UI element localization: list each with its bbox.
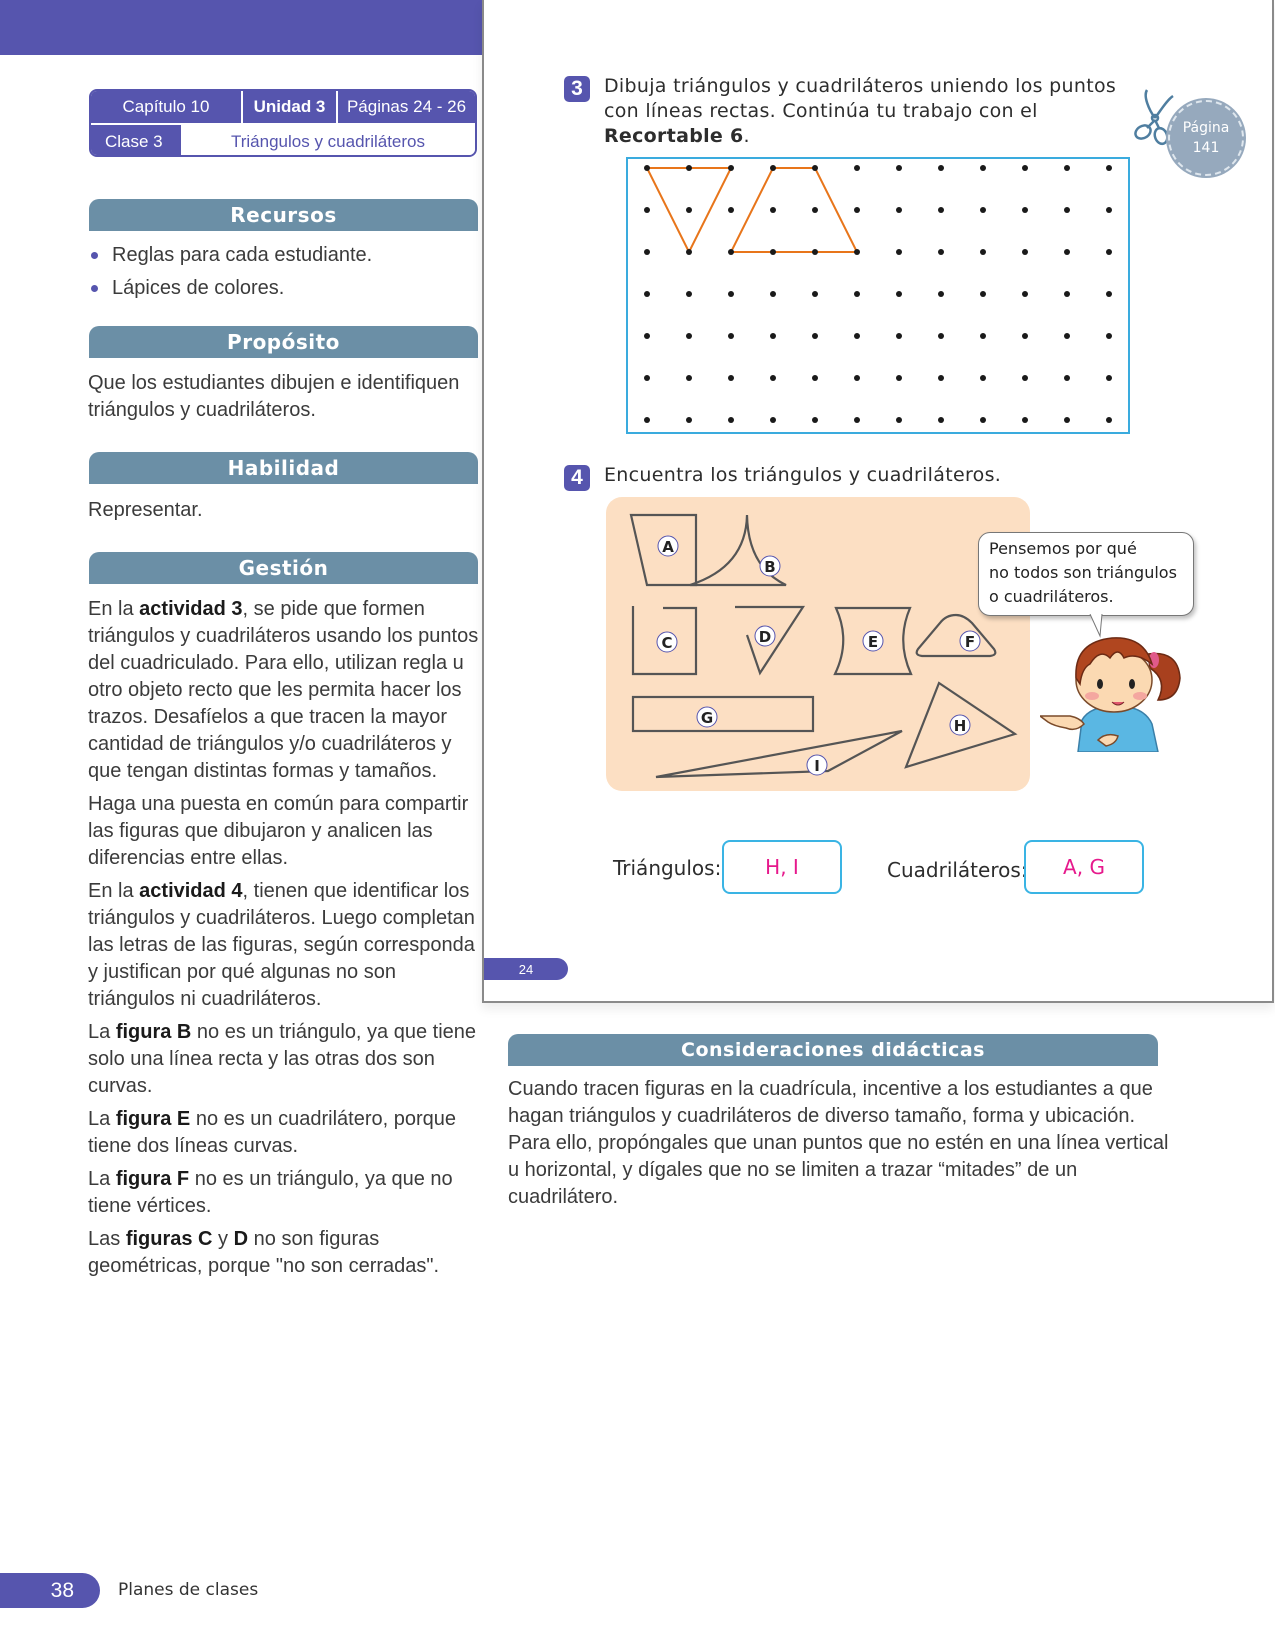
svg-text:D: D [758,628,772,646]
grid-dot[interactable] [770,249,776,255]
grid-dot[interactable] [896,165,902,171]
class-label: Clase 3 [91,125,181,157]
gestion-paragraph: Haga una puesta en común para compartir las figuras que dibujaron y analicen las diferencias entre ellas. [88,793,469,869]
recortable-page-stamp [1168,100,1244,176]
dot-grid[interactable] [626,157,1130,434]
gestion-content [88,596,480,1286]
grid-dot[interactable] [980,375,986,381]
label-c [657,632,677,652]
grid-dot[interactable] [728,291,734,297]
grid-dot[interactable] [980,207,986,213]
grid-dot[interactable] [770,375,776,381]
grid-dot[interactable] [1022,417,1028,423]
grid-dot[interactable] [896,417,902,423]
grid-dot[interactable] [854,333,860,339]
svg-text:C: C [661,634,673,652]
label-i [807,755,827,775]
grid-dot[interactable] [812,417,818,423]
grid-dot[interactable] [1106,291,1112,297]
grid-dot[interactable] [896,249,902,255]
recurso-item: Reglas para cada estudiante. [88,242,480,269]
svg-text:I: I [814,757,820,775]
unit-label: Unidad 3 [243,91,338,123]
grid-dot[interactable] [980,249,986,255]
proposito-text: Que los estudiantes dibujen e identifiquen triángulos y cuadriláteros. [88,372,460,421]
svg-text:A: A [662,538,674,556]
grid-dot[interactable] [1022,249,1028,255]
svg-text:G: G [700,709,714,727]
triangles-answer-field[interactable]: H, I [722,840,842,894]
grid-dot[interactable] [1064,165,1070,171]
top-color-band [0,0,482,55]
label-f [960,631,980,651]
consideraciones-text: Cuando tracen figuras en la cuadrícula, incentive a los estudiantes a que hagan triángulos y cuadriláteros de diverso tamaño, forma y ubicación. Para ello, propóngales que unan puntos que no estén en una línea vertical u horizontal, y dígales que no se limiten a trazar “mitades” de un cuadrilátero. [508,1078,1169,1208]
section-header-habilidad: Habilidad [89,452,478,484]
gestion-paragraph: La figura E no es un cuadrilátero, porque tiene dos líneas curvas. [88,1108,456,1157]
grid-dot[interactable] [770,333,776,339]
label-e [863,631,883,651]
label-d [755,626,775,646]
grid-dot[interactable] [770,291,776,297]
drawn-trapezoid [731,168,857,252]
grid-dot[interactable] [686,333,692,339]
gestion-paragraph: En la actividad 4, tienen que identificar los triángulos y cuadriláteros. Luego completan las letras de las figuras, según corresponda y justifican por qué algunas no son triángulos ni cuadriláteros. [88,880,475,1010]
grid-dot[interactable] [1022,375,1028,381]
grid-dot[interactable] [1106,165,1112,171]
lesson-info-box [89,89,477,157]
grid-dot[interactable] [686,249,692,255]
grid-dot[interactable] [1022,165,1028,171]
student-page-number: 24 [484,958,568,980]
grid-dot[interactable] [686,291,692,297]
svg-text:B: B [764,558,776,576]
grid-dot[interactable] [686,207,692,213]
grid-dot[interactable] [812,249,818,255]
section-header-recursos: Recursos [89,199,478,231]
gestion-paragraph: Las figuras C y D no son figuras geométricas, porque "no son cerradas". [88,1228,440,1277]
grid-dot[interactable] [644,375,650,381]
figure-i [656,731,902,777]
stamp-page-number: 141 [1192,140,1220,156]
grid-dot[interactable] [812,291,818,297]
activity-3-badge: 3 [564,76,590,102]
grid-dot[interactable] [1106,417,1112,423]
svg-text:F: F [964,633,976,651]
grid-dot[interactable] [1022,207,1028,213]
grid-dot[interactable] [770,165,776,171]
grid-dot[interactable] [686,417,692,423]
section-header-proposito: Propósito [89,326,478,358]
grid-dot[interactable] [812,375,818,381]
grid-dot[interactable] [728,249,734,255]
grid-dot[interactable] [644,333,650,339]
bubble-line: o cuadriláteros. [989,587,1114,606]
gestion-paragraph: La figura B no es un triángulo, ya que tiene solo una línea recta y las otras dos son curvas. [88,1021,477,1097]
grid-dot[interactable] [686,165,692,171]
grid-dot[interactable] [896,375,902,381]
grid-dot[interactable] [728,207,734,213]
grid-dot[interactable] [854,165,860,171]
grid-dot[interactable] [686,375,692,381]
grid-dot[interactable] [1106,333,1112,339]
grid-dot[interactable] [1064,291,1070,297]
recurso-item: Lápices de colores. [88,275,480,302]
label-g [697,707,717,727]
chapter-label: Capítulo 10 [91,91,243,123]
grid-dot[interactable] [644,417,650,423]
girl-character-illustration [1040,628,1190,752]
figure-f [917,615,996,656]
section-header-gestion: Gestión [89,552,478,584]
grid-dot[interactable] [980,291,986,297]
grid-dot[interactable] [812,207,818,213]
grid-dot[interactable] [1064,249,1070,255]
topic-label: Triángulos y cuadriláteros [181,125,475,157]
activity-4-badge: 4 [564,465,590,491]
grid-dot[interactable] [938,417,944,423]
grid-dot[interactable] [1106,249,1112,255]
grid-dot[interactable] [644,249,650,255]
pages-label: Páginas 24 - 26 [346,97,467,116]
footer-page-number: 38 [0,1573,100,1608]
grid-dot[interactable] [938,333,944,339]
grid-dot[interactable] [896,207,902,213]
habilidad-text: Representar. [88,499,203,521]
quadrilaterals-answer-field[interactable]: A, G [1024,840,1144,894]
grid-dot[interactable] [938,249,944,255]
grid-dot[interactable] [728,417,734,423]
recursos-content [88,242,480,308]
bubble-line: no todos son triángulos [989,563,1177,582]
grid-dot[interactable] [980,333,986,339]
section-header-consideraciones: Consideraciones didácticas [508,1034,1158,1066]
grid-dot[interactable] [728,165,734,171]
grid-dot[interactable] [1064,417,1070,423]
gestion-paragraph: En la actividad 3, se pide que formen triángulos y cuadriláteros usando los puntos del cuadriculado. Para ello, utilizan regla u otro objeto recto que les permita hacer los trazos. Desafíelos a que tracen la mayor cantidad de triángulos y/o cuadriláteros y que tengan distintas formas y tamaños. [88,598,479,782]
grid-dot[interactable] [812,165,818,171]
grid-dot[interactable] [938,375,944,381]
bubble-line: Pensemos por qué [989,539,1137,558]
stamp-label: Página [1182,120,1230,136]
grid-dot[interactable] [1106,375,1112,381]
grid-dot[interactable] [770,417,776,423]
footer-label: Planes de clases [118,1580,259,1600]
grid-dot[interactable] [1064,207,1070,213]
grid-dot[interactable] [938,291,944,297]
grid-dot[interactable] [1022,291,1028,297]
grid-dot[interactable] [854,417,860,423]
grid-dot[interactable] [812,333,818,339]
grid-dot[interactable] [1022,333,1028,339]
grid-dot[interactable] [896,333,902,339]
gestion-paragraph: La figura F no es un triángulo, ya que no tiene vértices. [88,1168,453,1217]
dot-grid-drawing [628,159,1132,436]
label-a [658,536,678,556]
svg-text:H: H [953,717,967,735]
activity-3-instruction: Dibuja triángulos y cuadriláteros uniendo los puntos con líneas rectas. Continúa tu trabajo con el Recortable 6. [604,75,1117,147]
grid-dot[interactable] [854,291,860,297]
grid-dot[interactable] [728,333,734,339]
grid-dot[interactable] [938,207,944,213]
label-h [950,715,970,735]
grid-dot[interactable] [644,291,650,297]
grid-dot[interactable] [770,207,776,213]
grid-dot[interactable] [938,165,944,171]
shapes-panel [606,497,1030,791]
grid-dot[interactable] [854,249,860,255]
figure-g [633,697,813,731]
grid-dot[interactable] [980,165,986,171]
triangles-label: Triángulos: [613,856,722,880]
grid-dot[interactable] [896,291,902,297]
grid-dot[interactable] [854,207,860,213]
svg-text:E: E [867,633,879,651]
grid-dot[interactable] [854,375,860,381]
label-b [760,556,780,576]
activity-4-instruction: Encuentra los triángulos y cuadriláteros. [604,464,1002,486]
grid-dot[interactable] [1064,333,1070,339]
grid-dot[interactable] [644,207,650,213]
quadrilaterals-label: Cuadriláteros: [887,858,1028,882]
grid-dot[interactable] [1106,207,1112,213]
speech-bubble [978,532,1194,616]
grid-dot[interactable] [644,165,650,171]
grid-dot[interactable] [980,417,986,423]
grid-dot[interactable] [728,375,734,381]
grid-dot[interactable] [1064,375,1070,381]
